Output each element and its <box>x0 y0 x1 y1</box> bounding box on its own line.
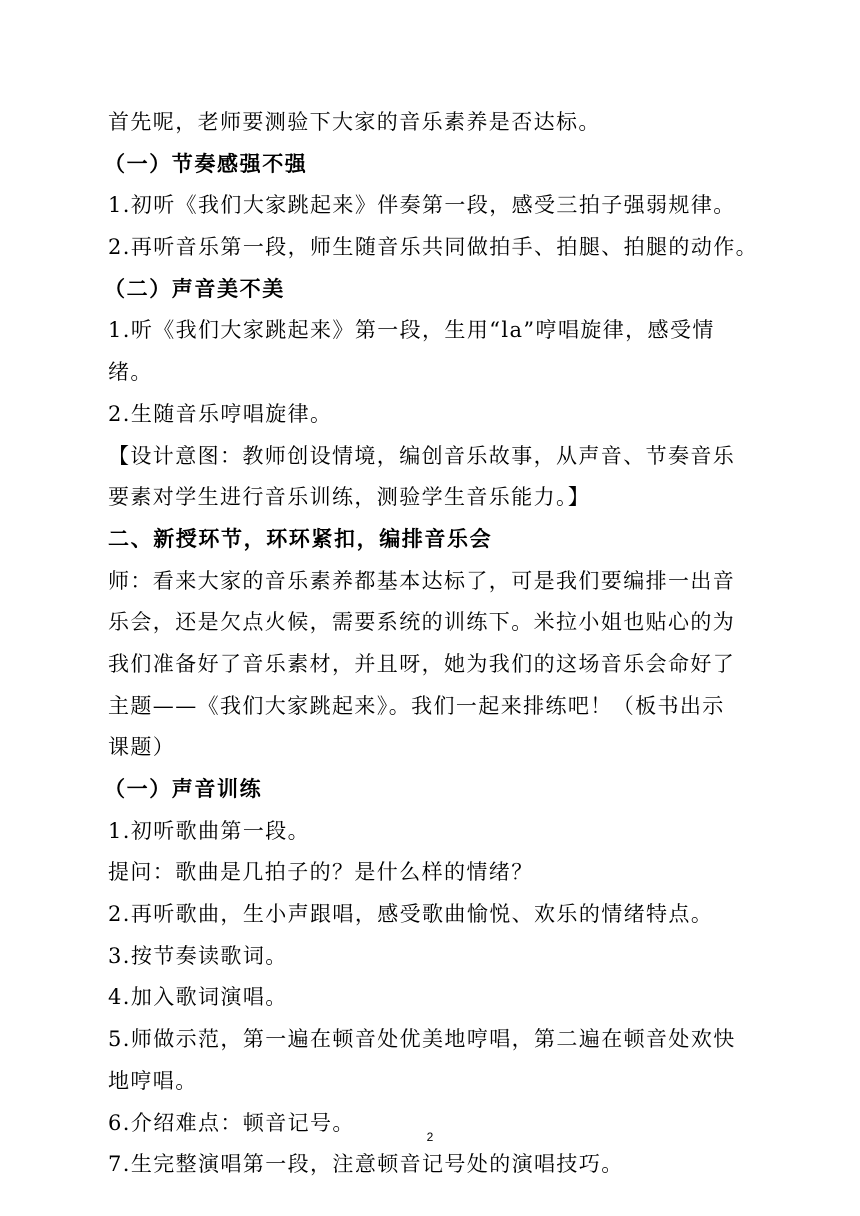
text-line: 主题——《我们大家跳起来》。我们一起来排练吧！（板书出示 <box>108 693 725 718</box>
text-line: 【设计意图：教师创设情境，编创音乐故事，从声音、节奏音乐 <box>108 443 736 468</box>
section-heading: （一）节奏感强不强 <box>104 151 308 176</box>
page-content <box>104 102 759 1186</box>
text-line: 2.再听歌曲，生小声跟唱，感受歌曲愉悦、欢乐的情绪特点。 <box>108 902 714 927</box>
text-line: 1.听《我们大家跳起来》第一段，生用“la”哼唱旋律，感受情 <box>108 318 715 343</box>
text-line: 乐会，还是欠点火候，需要系统的训练下。米拉小姐也贴心的为 <box>108 610 736 635</box>
text-line: 绪。 <box>108 360 153 385</box>
text-line: 我们准备好了音乐素材，并且呀，她为我们的这场音乐会命好了 <box>108 651 736 676</box>
section-heading: （一）声音训练 <box>104 777 263 801</box>
text-line: 1.初听《我们大家跳起来》伴奏第一段，感受三拍子强弱规律。 <box>108 193 736 218</box>
chapter-heading: 二、新授环节，环环紧扣，编排音乐会 <box>108 526 493 551</box>
text-line: 6.介绍难点：顿音记号。 <box>108 1110 355 1135</box>
page-number: 2 <box>426 1130 434 1144</box>
text-line: 师：看来大家的音乐素养都基本达标了，可是我们要编排一出音 <box>108 568 736 593</box>
text-line: 课题） <box>108 735 176 760</box>
text-line: 4.加入歌词演唱。 <box>108 985 288 1010</box>
text-line: 要素对学生进行音乐训练，测验学生音乐能力。】 <box>108 485 591 510</box>
text-line: 2.生随音乐哼唱旋律。 <box>108 401 333 426</box>
text-line: 2.再听音乐第一段，师生随音乐共同做拍手、拍腿、拍腿的动作。 <box>108 235 759 260</box>
text-line: 首先呢，老师要测验下大家的音乐素养是否达标。 <box>108 110 601 134</box>
text-line: 5.师做示范，第一遍在顿音处优美地哼唱，第二遍在顿音处欢快 <box>108 1027 736 1052</box>
text-line: 地哼唱。 <box>108 1068 198 1093</box>
text-line: 提问：歌曲是几拍子的？是什么样的情绪？ <box>108 860 534 885</box>
text-line: 3.按节奏读歌词。 <box>108 943 288 968</box>
text-line: 1.初听歌曲第一段。 <box>108 818 311 843</box>
text-line: 7.生完整演唱第一段，注意顿音记号处的演唱技巧。 <box>108 1152 624 1177</box>
section-heading: （二）声音美不美 <box>104 276 285 301</box>
